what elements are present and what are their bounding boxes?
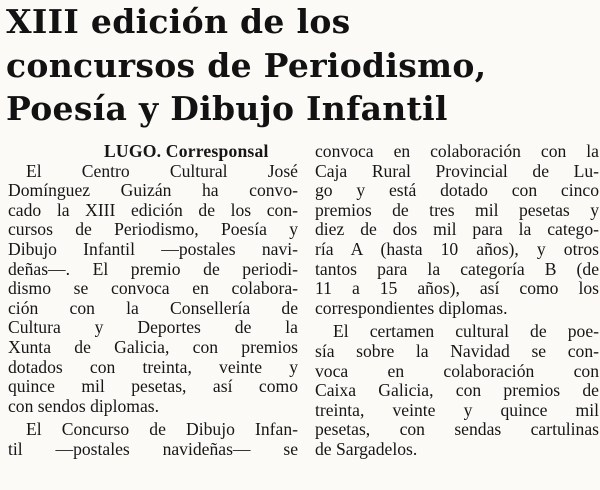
article-column-right <box>315 142 599 460</box>
headline-line: XIII edición de los <box>6 2 351 41</box>
article-line: El Centro Cultural José <box>26 160 298 181</box>
article-line: sía sobre la Navidad se con- <box>315 340 599 361</box>
headline-line: Poesía y Dibujo Infantil <box>6 89 448 128</box>
headline <box>6 0 596 131</box>
article-line: Cultura y Deportes de la <box>8 317 298 338</box>
article-line: premios de tres mil pesetas y <box>315 199 599 220</box>
article-line: El certamen cultural de poe- <box>333 321 599 342</box>
article-line: dotados con treinta, veinte y <box>8 356 298 377</box>
article-line: ría A (hasta 10 años), y otros <box>315 238 599 259</box>
article-line: til —postales navideñas— se <box>8 438 298 459</box>
article-line: de Sargadelos. <box>315 438 418 459</box>
article-line: 11 a 15 años), así como los <box>315 278 599 299</box>
article-line: con sendos diplomas. <box>8 395 159 416</box>
article-line: cursos de Periodismo, Poesía y <box>8 219 298 240</box>
article-line: quince mil pesetas, así como <box>8 376 298 397</box>
article-line: voca en colaboración con <box>315 360 599 381</box>
article-line: Caja Rural Provincial de Lu- <box>315 160 599 181</box>
article-line: Dibujo Infantil —postales navi- <box>8 238 298 259</box>
article-line: Xunta de Galicia, con premios <box>8 336 298 357</box>
article-line: go y está dotado con cinco <box>315 180 599 201</box>
headline-line: concursos de Periodismo, <box>6 45 487 85</box>
article-line: cado la XIII edición de los con- <box>8 199 298 220</box>
article-line: diez de dos mil para la catego- <box>315 219 599 240</box>
article-line: Domínguez Guizán ha convo- <box>8 180 298 201</box>
article-line: correspondientes diplomas. <box>315 297 508 318</box>
article-line: convoca en colaboración con la <box>315 141 599 161</box>
article-line: dismo se convoca en colabora- <box>8 278 298 299</box>
byline: LUGO. Corresponsal <box>104 141 269 161</box>
article-line: treinta, veinte y quince mil <box>315 399 599 420</box>
article-line: El Concurso de Dibujo Infan- <box>26 419 298 440</box>
article-line: Caixa Galicia, con premios de <box>315 380 599 401</box>
article-column-left <box>8 142 298 460</box>
article-line: ción con la Consellería de <box>8 297 298 318</box>
article-line: tantos para la categoría B (de <box>315 258 599 279</box>
article-line: deñas—. El premio de periodi- <box>8 258 298 279</box>
article-line: pesetas, con sendas cartulinas <box>315 419 599 440</box>
